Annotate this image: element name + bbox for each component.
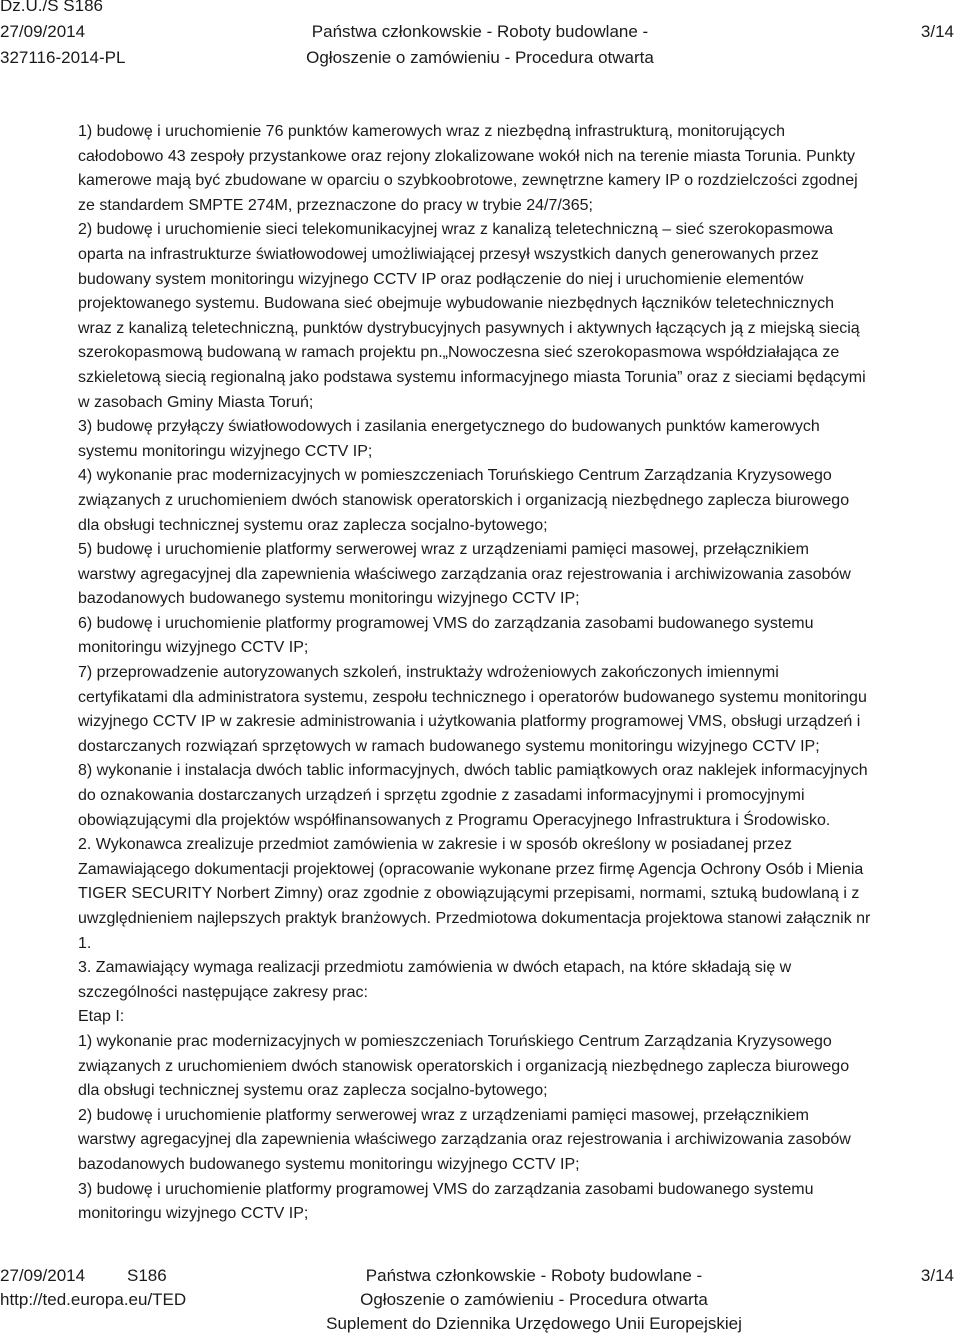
- footer-series: S186: [127, 1266, 167, 1285]
- body-line: obowiązującymi dla projektów współfinansowanych z Programu Operacyjnego Infrastruktura i Środowisko.: [78, 811, 831, 829]
- body-line: warstwy agregacyjnej dla zapewnienia właściwego zarządzania oraz rejestrowania i archiwizowania zasobów: [78, 1131, 851, 1149]
- header-date: 27/09/2014: [0, 22, 86, 41]
- body-line: ze standardem SMPTE 274M, przeznaczone do pracy w trybie 24/7/365;: [78, 196, 593, 214]
- body-line: szczególności następujące zakresy prac:: [78, 983, 368, 1001]
- body-line: całodobowo 43 zespoły przystankowe oraz rejony zlokalizowane wokół nich na terenie miasta Torunia. Punkty: [78, 147, 856, 165]
- journal-reference: Dz.U./S S186: [0, 0, 103, 15]
- body-line: projektowanego systemu. Budowana sieć obejmuje wybudowanie niezbędnych łączników teletechnicznych: [78, 295, 834, 313]
- body-line: warstwy agregacyjnej dla zapewnienia właściwego zarządzania oraz rejestrowania i archiwizowania zasobów: [78, 565, 851, 583]
- body-line: kamerowe mają być zbudowane w oparciu o szybkoobrotowe, zewnętrzne kamery IP o rozdzielczości zgodnej: [78, 172, 858, 190]
- header-title-line1: Państwa członkowskie - Roboty budowlane -: [311, 22, 649, 41]
- body-line: 1.: [78, 934, 92, 952]
- header-notice-id: 327116-2014-PL: [0, 48, 126, 67]
- body-line: budowany system monitoringu wizyjnego CCTV IP oraz podłączenie do niej i uruchomienie elementów: [78, 270, 804, 288]
- body-line: Etap I:: [78, 1008, 125, 1026]
- body-line: 8) wykonanie i instalacja dwóch tablic informacyjnych, dwóch tablic pamiątkowych oraz naklejek informacyjnych: [78, 762, 868, 780]
- body-line: związanych z uruchomieniem dwóch stanowisk operatorskich i organizacją niezbędnego zaplecza biurowego: [78, 1057, 850, 1075]
- body-line: 1) wykonanie prac modernizacyjnych w pomieszczeniach Toruńskiego Centrum Zarządzania Kryzysowego: [78, 1032, 832, 1050]
- body-line: wizyjnego CCTV IP w zakresie administrowania i użytkowania platformy programowej VMS, obsługi urządzeń i: [78, 713, 861, 731]
- body-line: 1) budowę i uruchomienie 76 punktów kamerowych wraz z niezbędną infrastrukturą, monitorujących: [78, 123, 786, 140]
- body-line: uwzględnieniem najlepszych praktyk branżowych. Przedmiotowa dokumentacja projektowa stanowi załącznik nr: [78, 910, 871, 927]
- body-line: certyfikatami dla administratora systemu, zespołu technicznego i operatorów budowanego systemu monitoringu: [78, 688, 867, 706]
- body-line: monitoringu wizyjnego CCTV IP;: [78, 1205, 309, 1223]
- header-title-line2: Ogłoszenie o zamówieniu - Procedura otwarta: [306, 48, 654, 67]
- footer-url[interactable]: http://ted.europa.eu/TED: [0, 1290, 187, 1309]
- header-page-number: 3/14: [920, 22, 954, 41]
- body-line: 5) budowę i uruchomienie platformy serwerowej wraz z urządzeniami pamięci masowej, przełącznikiem: [78, 541, 809, 559]
- body-line: 2. Wykonawca zrealizuje przedmiot zamówienia w zakresie i w sposób określony w posiadanej przez: [78, 836, 792, 854]
- body-line: wraz z kanalizą teletechniczną, punktów dystrybucyjnych pasywnych i aktywnych łączących ją z miejską siecią: [78, 319, 860, 337]
- body-line: 6) budowę i uruchomienie platformy programowej VMS do zarządzania zasobami budowanego systemu: [78, 614, 814, 632]
- body-line: TIGER SECURITY Norbert Zimny) oraz zgodnie z obowiązującymi przepisami, normami, sztuką budowlaną i z: [78, 885, 860, 903]
- body-line: 7) przeprowadzenie autoryzowanych szkoleń, instruktaży wdrożeniowych zakończonych imiennymi: [78, 664, 779, 682]
- body-line: dla obsługi technicznej systemu oraz zaplecza socjalno-bytowego;: [78, 516, 548, 534]
- body-line: związanych z uruchomieniem dwóch stanowisk operatorskich i organizacją niezbędnego zaplecza biurowego: [78, 491, 850, 509]
- footer-date: 27/09/2014: [0, 1266, 86, 1285]
- body-line: 3) budowę przyłączy światłowodowych i zasilania energetycznego do budowanych punktów kamerowych: [78, 418, 820, 436]
- body-line: bazodanowych budowanego systemu monitoringu wizyjnego CCTV IP;: [78, 1155, 580, 1173]
- body-line: w zasobach Gminy Miasta Toruń;: [78, 393, 314, 411]
- footer-title-line2: Ogłoszenie o zamówieniu - Procedura otwarta: [360, 1290, 708, 1309]
- body-line: dostarczanych rozwiązań sprzętowych w ramach budowanego systemu monitoringu wizyjnego CCTV IP;: [78, 737, 820, 755]
- body-line: 3) budowę i uruchomienie platformy programowej VMS do zarządzania zasobami budowanego systemu: [78, 1180, 814, 1198]
- body-line: 2) budowę i uruchomienie sieci telekomunikacyjnej wraz z kanalizą teletechniczną – sieć szerokopasmowa: [78, 221, 834, 239]
- body-line: 3. Zamawiający wymaga realizacji przedmiotu zamówienia w dwóch etapach, na które składają się w: [78, 959, 792, 977]
- body-line: monitoringu wizyjnego CCTV IP;: [78, 639, 309, 657]
- footer-supplement: Suplement do Dziennika Urzędowego Unii Europejskiej: [326, 1314, 742, 1333]
- notice-body: [78, 120, 958, 1227]
- body-line: do oznakowania dostarczanych urządzeń i sprzętu zgodnie z zasadami informacyjnymi i promocyjnymi: [78, 787, 805, 805]
- body-line: systemu monitoringu wizyjnego CCTV IP;: [78, 442, 373, 460]
- body-line: szkieletową siecią regionalną jako podstawa systemu informacyjnego miasta Torunia” oraz z sieciami będącymi: [78, 368, 866, 386]
- body-line: bazodanowych budowanego systemu monitoringu wizyjnego CCTV IP;: [78, 590, 580, 608]
- body-line: Zamawiającego dokumentacji projektowej (opracowanie wykonane przez firmę Agencja Ochrony Osób i Mienia: [78, 860, 864, 878]
- body-line: 4) wykonanie prac modernizacyjnych w pomieszczeniach Toruńskiego Centrum Zarządzania Kryzysowego: [78, 467, 832, 485]
- body-line: 2) budowę i uruchomienie platformy serwerowej wraz z urządzeniami pamięci masowej, przełącznikiem: [78, 1106, 809, 1124]
- footer-title-line1: Państwa członkowskie - Roboty budowlane -: [365, 1266, 703, 1285]
- body-line: oparta na infrastrukturze światłowodowej umożliwiającej przesył wszystkich danych generowanych przez: [78, 245, 819, 263]
- body-line: dla obsługi technicznej systemu oraz zaplecza socjalno-bytowego;: [78, 1082, 548, 1100]
- body-line: szerokopasmową budowaną w ramach projektu pn.„Nowoczesna sieć szerokopasmowa współdziałająca ze: [78, 344, 840, 362]
- footer-page-number: 3/14: [920, 1266, 954, 1285]
